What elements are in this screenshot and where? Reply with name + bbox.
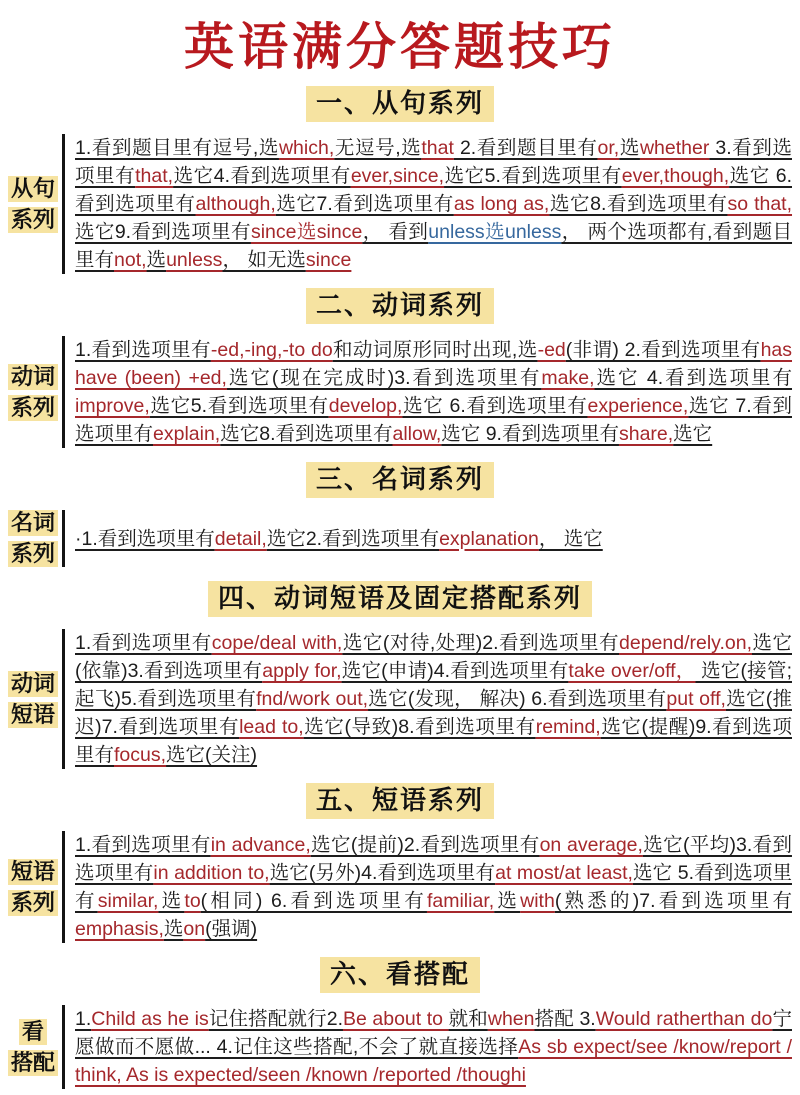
section-body bbox=[0, 504, 800, 573]
section bbox=[0, 581, 800, 775]
text-run: as long as, bbox=[453, 193, 550, 215]
section-content bbox=[75, 134, 792, 274]
text-run: 选它2.看到选项里有 bbox=[266, 527, 440, 550]
section-heading bbox=[0, 581, 800, 617]
section-content bbox=[75, 831, 792, 943]
text-run: focus, bbox=[114, 744, 167, 766]
text-run: 选它 5.看到选项里有 bbox=[75, 862, 792, 912]
text-run: (非谓) 2.看到选项里有 bbox=[565, 339, 761, 361]
text-run: 选它 6.看到选项里有 bbox=[75, 165, 792, 215]
text-run: which, bbox=[278, 137, 335, 159]
section-body bbox=[0, 999, 800, 1095]
text-run: 选它8.看到选项里有 bbox=[220, 423, 393, 445]
text-run: 就和 bbox=[448, 1008, 488, 1030]
section-label-line: 名词 bbox=[8, 510, 58, 536]
text-run: ， 选它 bbox=[538, 527, 603, 550]
section-label-line: 系列 bbox=[8, 890, 58, 916]
section-content bbox=[75, 629, 792, 769]
text-run: in advance, bbox=[210, 834, 311, 856]
section-label-line: 从句 bbox=[8, 176, 58, 202]
text-run: remind, bbox=[535, 716, 601, 738]
text-run: 选 bbox=[163, 918, 184, 940]
section-label bbox=[4, 671, 62, 728]
text-run: take over/off， bbox=[568, 660, 696, 682]
section-content bbox=[75, 525, 792, 553]
section-label bbox=[4, 859, 62, 916]
text-run: 记住搭配就行2. bbox=[208, 1008, 343, 1030]
text-run: 1.看到选项里有 bbox=[75, 834, 211, 856]
text-run: that bbox=[421, 137, 454, 159]
section-content bbox=[75, 1005, 792, 1089]
text-run: detail, bbox=[214, 527, 267, 550]
section-label-line: 动词 bbox=[8, 364, 58, 390]
text-run: ever,though, bbox=[621, 165, 730, 187]
text-run: experience, bbox=[587, 395, 689, 417]
text-run: 1. bbox=[75, 1008, 92, 1030]
text-run: put off, bbox=[666, 688, 726, 710]
text-run: although, bbox=[195, 193, 276, 215]
text-run: develop, bbox=[328, 395, 403, 417]
section-divider-line bbox=[62, 831, 65, 943]
section-label-line: 短语 bbox=[8, 859, 58, 885]
section-heading bbox=[0, 288, 800, 324]
section-label-line: 搭配 bbox=[8, 1050, 58, 1076]
text-run: on average, bbox=[539, 834, 643, 856]
text-run: 3.看到选项里有 bbox=[75, 137, 792, 187]
section-heading-text: 四、动词短语及固定搭配系列 bbox=[208, 581, 592, 617]
text-run: improve, bbox=[75, 395, 150, 417]
section-label bbox=[4, 1019, 62, 1076]
text-run: to bbox=[184, 890, 201, 912]
text-run: ever,since, bbox=[350, 165, 445, 187]
text-run: 选它(关注) bbox=[166, 744, 258, 766]
section-heading bbox=[0, 462, 800, 498]
text-run: 选它(依靠)3.看到选项里有 bbox=[75, 632, 792, 682]
section-label-line: 看 bbox=[19, 1019, 47, 1045]
text-run: ·1.看到选项里有 bbox=[75, 527, 215, 550]
section-heading-text: 一、从句系列 bbox=[306, 86, 494, 122]
text-run: As sb expect/see /know/report / think, As is expected/seen /known /reported /thoughi bbox=[75, 1036, 792, 1086]
section-label-line: 动词 bbox=[8, 671, 58, 697]
text-run: 选 bbox=[494, 890, 521, 912]
section-heading-text: 三、名词系列 bbox=[306, 462, 494, 498]
text-run: (熟悉的)7.看到选项里有 bbox=[554, 890, 792, 912]
section-heading bbox=[0, 957, 800, 993]
section-divider-line bbox=[62, 336, 65, 448]
text-run: 选它(申请)4.看到选项里有 bbox=[341, 660, 569, 682]
text-run: 选它(接管;起飞)5.看到选项里有 bbox=[75, 660, 792, 710]
text-run: 选 bbox=[146, 249, 167, 271]
text-run: has have (been) +ed, bbox=[75, 339, 793, 389]
section-heading-text: 五、短语系列 bbox=[306, 783, 494, 819]
text-run: 和动词原形同时出现,选 bbox=[332, 339, 538, 361]
text-run: 1.看到选项里有 bbox=[75, 339, 211, 361]
section-label-line: 系列 bbox=[8, 207, 58, 233]
section-label-line: 系列 bbox=[8, 541, 58, 567]
text-run: 选它(另外)4.看到选项里有 bbox=[269, 862, 496, 884]
section bbox=[0, 783, 800, 949]
text-run: familiar, bbox=[426, 890, 495, 912]
section-divider-line bbox=[62, 629, 65, 769]
text-run: -ed bbox=[537, 339, 566, 361]
section-body bbox=[0, 825, 800, 949]
section-label-line: 系列 bbox=[8, 395, 58, 421]
text-run: since bbox=[305, 249, 352, 271]
text-run: ， 看到 bbox=[362, 221, 429, 243]
section-heading bbox=[0, 86, 800, 122]
text-run: Child as he is bbox=[91, 1008, 209, 1030]
section bbox=[0, 86, 800, 280]
text-run: so that, bbox=[727, 193, 793, 215]
text-run: in addition to, bbox=[153, 862, 270, 884]
text-run: apply for, bbox=[262, 660, 342, 682]
text-run: 选它(平均)3.看到选项里有 bbox=[75, 834, 792, 884]
text-run: at most/at least, bbox=[495, 862, 633, 884]
text-run: 选它(导致)8.看到选项里有 bbox=[303, 716, 536, 738]
section-heading-text: 二、动词系列 bbox=[306, 288, 494, 324]
section-heading bbox=[0, 783, 800, 819]
text-run: Would ratherthan do bbox=[595, 1008, 773, 1030]
text-run: 宁愿做而不愿做... 4.记住这些搭配,不会了就直接选择 bbox=[75, 1008, 792, 1058]
section-label bbox=[4, 176, 62, 233]
text-run: that, bbox=[135, 165, 174, 187]
section-label bbox=[4, 510, 62, 567]
text-run: unless选unless bbox=[428, 221, 562, 243]
text-run: depend/rely.on, bbox=[619, 632, 752, 654]
text-run: ， 如无选 bbox=[222, 249, 306, 271]
text-run: 无逗号,选 bbox=[334, 137, 422, 159]
text-run: fnd/work out, bbox=[256, 688, 369, 710]
section-content bbox=[75, 336, 792, 448]
text-run: explanation bbox=[439, 527, 539, 550]
text-run: 选它7.看到选项里有 bbox=[275, 193, 454, 215]
text-run: 选它(提醒)9.看到选项里有 bbox=[75, 716, 792, 766]
section bbox=[0, 462, 800, 573]
text-run: 1.看到题目里有逗号,选 bbox=[75, 137, 279, 159]
text-run: 选它(发现， 解决) 6.看到选项里有 bbox=[368, 688, 667, 710]
text-run: (强调) bbox=[205, 918, 258, 940]
text-run: 选它 4.看到选项里有 bbox=[594, 367, 793, 389]
text-run: 选 bbox=[158, 890, 185, 912]
text-run: allow, bbox=[392, 423, 442, 445]
text-run: 选它 6.看到选项里有 bbox=[402, 395, 588, 417]
section-body bbox=[0, 330, 800, 454]
text-run: 选它5.看到选项里有 bbox=[444, 165, 622, 187]
section-body bbox=[0, 623, 800, 775]
text-run: when bbox=[487, 1008, 535, 1030]
text-run: on bbox=[183, 918, 206, 940]
text-run: Be about to bbox=[342, 1008, 449, 1030]
text-run: 选它(推迟)7.看到选项里有 bbox=[75, 688, 792, 738]
text-run: cope/deal with, bbox=[211, 632, 343, 654]
text-run: 选它5.看到选项里有 bbox=[149, 395, 329, 417]
text-run: 选它8.看到选项里有 bbox=[549, 193, 728, 215]
section-divider-line bbox=[62, 1005, 65, 1089]
text-run: share, bbox=[618, 423, 674, 445]
text-run: ， 两个选项都有,看到题目里有 bbox=[75, 221, 793, 271]
text-run: not, bbox=[114, 249, 147, 271]
text-run: 1.看到选项里有 bbox=[75, 632, 212, 654]
text-run: (相同) 6.看到选项里有 bbox=[200, 890, 427, 912]
text-run: 选它(对待,处理)2.看到选项里有 bbox=[342, 632, 619, 654]
text-run: 选它 9.看到选项里有 bbox=[441, 423, 619, 445]
section-heading-text: 六、看搭配 bbox=[320, 957, 480, 993]
text-run: similar, bbox=[97, 890, 159, 912]
text-run: since选since bbox=[250, 221, 363, 243]
section-label bbox=[4, 364, 62, 421]
text-run: 选它(现在完成时)3.看到选项里有 bbox=[226, 367, 542, 389]
text-run: 搭配 3. bbox=[534, 1008, 596, 1030]
section-divider-line bbox=[62, 510, 65, 567]
text-run: with bbox=[520, 890, 555, 912]
text-run: 2.看到题目里有 bbox=[453, 137, 598, 159]
text-run: 选它4.看到选项里有 bbox=[173, 165, 351, 187]
section bbox=[0, 957, 800, 1095]
section bbox=[0, 288, 800, 454]
section-divider-line bbox=[62, 134, 65, 274]
text-run: 选 bbox=[619, 137, 640, 159]
text-run: -ed,-ing,-to do bbox=[210, 339, 333, 361]
sections bbox=[0, 86, 800, 1095]
text-run: 选它9.看到选项里有 bbox=[75, 221, 251, 243]
section-label-line: 短语 bbox=[8, 702, 58, 728]
text-run: 选它(提前)2.看到选项里有 bbox=[310, 834, 540, 856]
text-run: 选它 7.看到选项里有 bbox=[75, 395, 792, 445]
text-run: 选它 bbox=[673, 423, 713, 445]
text-run: unless bbox=[166, 249, 223, 271]
section-body bbox=[0, 128, 800, 280]
text-run: or, bbox=[597, 137, 620, 159]
text-run: explain, bbox=[153, 423, 221, 445]
page-title: 英语满分答题技巧 bbox=[184, 19, 616, 75]
text-run: whether bbox=[639, 137, 710, 159]
text-run: make, bbox=[541, 367, 595, 389]
text-run: emphasis, bbox=[75, 918, 164, 940]
text-run: lead to, bbox=[239, 716, 304, 738]
